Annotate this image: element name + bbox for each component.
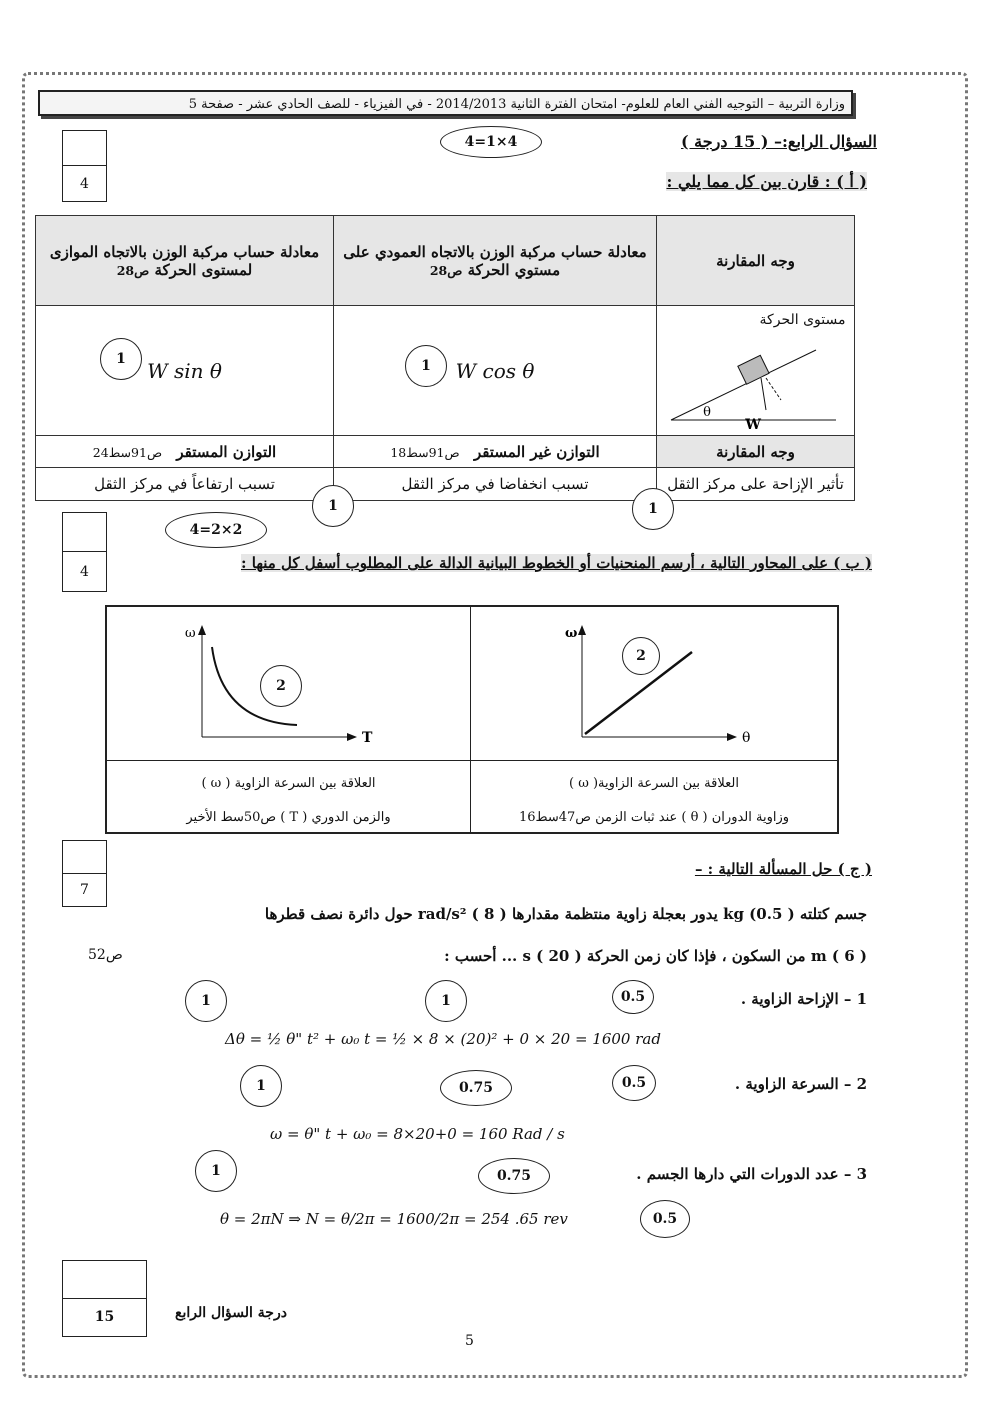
page-ref: ص52 [88, 947, 123, 963]
mark-bubble: 4=2×2 [165, 512, 267, 548]
cell: تسبب ارتفاعاً في مركز الثقل [36, 468, 334, 501]
part-a-prompt: ( أ ) : قارن بين كل مما يلي : [666, 172, 867, 191]
svg-text:θ: θ [742, 730, 751, 746]
graphs-box [105, 605, 839, 834]
svg-text:ω: ω [565, 626, 578, 641]
equation: ω = θ" t + ω₀ = 8×20+0 = 160 Rad / s [270, 1125, 565, 1143]
cell: وجه المقارنة [657, 436, 855, 468]
mark-bubble: 0.75 [440, 1070, 512, 1106]
cell: التوازن المستقر ص91سط24 [36, 436, 334, 468]
mark-bubble: 4=1×4 [440, 126, 542, 158]
svg-text:ω: ω [185, 626, 196, 641]
page-number: 5 [465, 1333, 474, 1349]
page-header: وزارة التربية – التوجيه الفني العام للعلوم- امتحان الفترة الثانية 2014/2013 - في الفيزياء - للصف الحادي عشر - صفحة 5 [38, 90, 853, 116]
mark-bubble: 0.5 [612, 1065, 656, 1101]
mark-bubble: 1 [240, 1065, 282, 1107]
graph-right-caption: العلاقة بين السرعة الزاوية( ω ) وزاوية الدوران ( θ ) عند ثبات الزمن ص47سط16 [518, 776, 790, 825]
mark-bubble: 1 [632, 488, 674, 530]
svg-text:T: T [362, 730, 373, 746]
mark-bubble: 1 [425, 980, 467, 1022]
motion-plane-label: مستوى الحركة [759, 311, 846, 328]
cell: التوازن غير المستقر ص91سط18 [334, 436, 657, 468]
equation: Δθ = ½ θ" t² + ω₀ t = ½ × 8 × (20)² + 0 × 20 = 1600 rad [225, 1030, 661, 1048]
mark-bubble: 0.5 [612, 980, 654, 1014]
cell: معادلة حساب مركبة الوزن بالاتجاه العمودي على مستوي الحركة ص28 [334, 216, 657, 306]
mark-bubble: 2 [260, 665, 302, 707]
part-b-prompt: ( ب ) على المحاور التالية ، أرسم المنحنيات أو الخطوط البيانية الدالة على المطلوب أسفل كل منها : [240, 554, 872, 572]
problem-line-1: جسم كتلته kg (0.5 ) يدور بعجلة زاوية منتظمة مقدارها rad/s² ( 8 ) حول دائرة نصف قطرها [264, 905, 867, 923]
mark-bubble: 2 [622, 637, 660, 675]
mark-bubble: 1 [312, 485, 354, 527]
cell: W cos θ [334, 306, 657, 436]
cell: معادلة حساب مركبة الوزن بالاتجاه الموازى لمستوى الحركة ص28 [36, 216, 334, 306]
score-box-a: 4 [62, 130, 107, 202]
cell: تسبب انخفاضا في مركز الثقل [334, 468, 657, 501]
cell: تأثير الإزاحة على مركز الثقل [657, 468, 855, 501]
mark-bubble: 1 [100, 338, 142, 380]
mark-bubble: 0.5 [640, 1200, 690, 1238]
mark-bubble: 1 [195, 1150, 237, 1192]
incline-diagram [657, 306, 855, 436]
svg-text:θ: θ [702, 404, 711, 420]
cell: W sin θ [36, 306, 334, 436]
score-box-c: 7 [62, 840, 107, 907]
question-title: السؤال الرابع:– ( 15 درجة ) [681, 132, 877, 151]
item-label: 1 – الإزاحة الزاوية . [740, 990, 867, 1008]
mark-bubble: 1 [405, 345, 447, 387]
svg-text:W: W [744, 416, 761, 430]
cell: وجه المقارنة [657, 216, 855, 306]
graph-left-caption: العلاقة بين السرعة الزاوية ( ω ) والزمن الدوري ( T ) ص50سط الأخير [186, 776, 391, 825]
score-box-b: 4 [62, 512, 107, 592]
item-label: 3 – عدد الدورات التي دارها الجسم . [636, 1165, 867, 1183]
part-c-prompt: ( ج ) حل المسألة التالية : – [694, 860, 872, 878]
graph-axes [107, 607, 837, 760]
total-score-box: 15 [62, 1260, 147, 1337]
mark-bubble: 1 [185, 980, 227, 1022]
item-label: 2 – السرعة الزاوية . [734, 1075, 867, 1093]
total-label: درجة السؤال الرابع [175, 1305, 287, 1321]
equation: θ = 2πN ⇒ N = θ/2π = 1600/2π = 254 .65 rev [220, 1210, 568, 1228]
problem-line-2: m ( 6 ) من السكون ، فإذا كان زمن الحركة s ( 20 ) ... أحسب : [444, 947, 867, 965]
mark-bubble: 0.75 [478, 1158, 550, 1194]
